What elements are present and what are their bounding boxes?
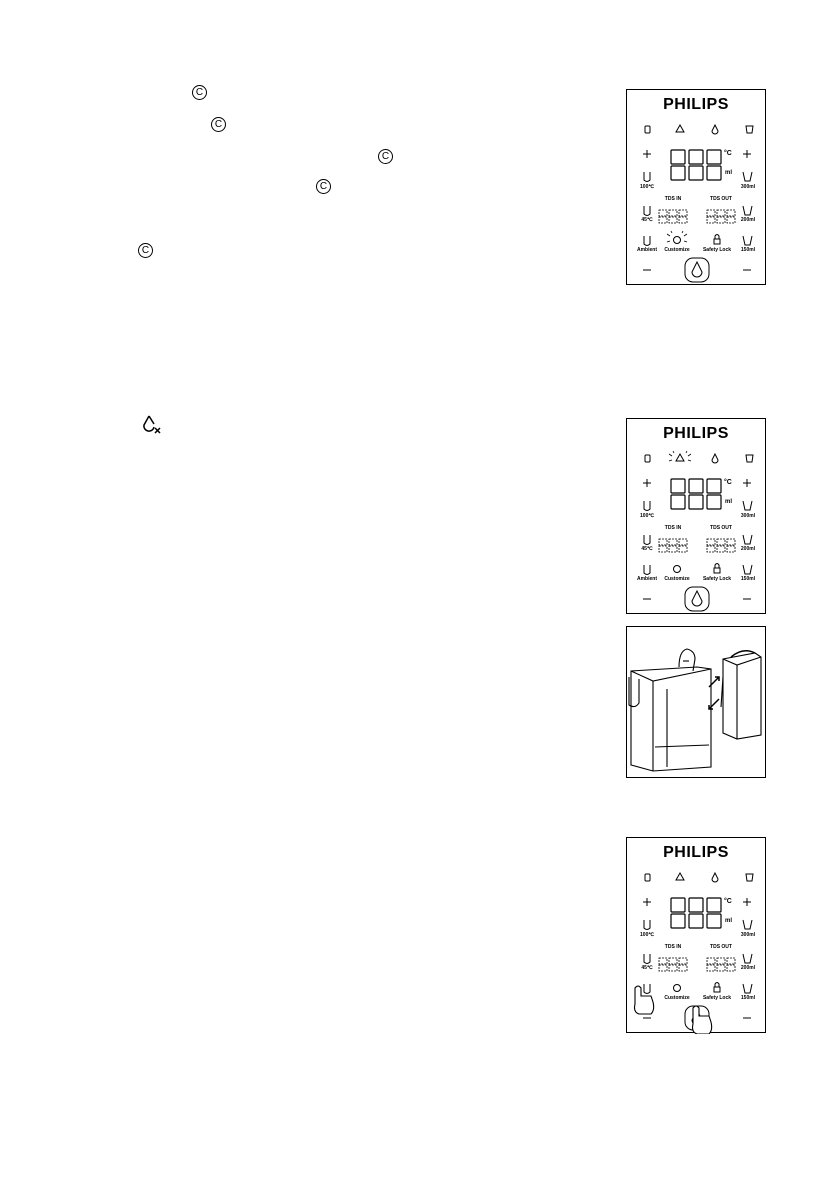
brand-logo: PHILIPS (663, 96, 729, 113)
tds-in-label: TDS IN (664, 196, 682, 202)
volume-unit: ml (725, 170, 733, 176)
customize-icon: C (211, 117, 226, 132)
vol-300-label: 300ml (740, 184, 756, 190)
tds-in-label: TDS IN (664, 944, 682, 950)
vol-200-label: 200ml (740, 217, 756, 223)
ambient-label: Ambient (637, 247, 657, 253)
customize-icon: C (316, 179, 331, 194)
control-panel-no-water (626, 418, 766, 614)
temp-100-label: 100℃ (640, 184, 654, 190)
control-panel-customize (626, 89, 766, 285)
tds-out-label: TDS OUT (710, 196, 732, 202)
customize-icon: C (138, 243, 153, 258)
brand-logo: PHILIPS (663, 844, 729, 861)
volume-unit: ml (725, 499, 733, 505)
vol-200-label: 200ml (740, 965, 756, 971)
temp-100-label: 100℃ (640, 513, 654, 519)
customize-label: Customize (664, 247, 690, 253)
customize-label: Customize (664, 576, 690, 582)
temp-45-label: 45℃ (641, 217, 653, 223)
ambient-label: Ambient (637, 576, 657, 582)
customize-icon: C (378, 149, 393, 164)
customize-icon: C (192, 85, 207, 100)
safety-lock-label: Safety Lock (702, 995, 732, 1001)
tank-removal-drawing (627, 627, 767, 779)
temp-unit: °C (724, 150, 732, 157)
vol-150-label: 150ml (740, 576, 756, 582)
temp-100-label: 100℃ (640, 932, 654, 938)
volume-unit: ml (725, 918, 733, 924)
temp-45-label: 45℃ (641, 965, 653, 971)
tds-out-label: TDS OUT (710, 525, 732, 531)
vol-150-label: 150ml (740, 995, 756, 1001)
vol-300-label: 300ml (740, 513, 756, 519)
customize-label: Customize (664, 995, 690, 1001)
safety-lock-label: Safety Lock (702, 247, 732, 253)
no-water-icon (141, 414, 163, 436)
temp-unit: °C (724, 479, 732, 486)
brand-logo: PHILIPS (663, 425, 729, 442)
tds-in-label: TDS IN (664, 525, 682, 531)
vol-150-label: 150ml (740, 247, 756, 253)
vol-200-label: 200ml (740, 546, 756, 552)
temp-45-label: 45℃ (641, 546, 653, 552)
safety-lock-label: Safety Lock (702, 576, 732, 582)
tds-out-label: TDS OUT (710, 944, 732, 950)
water-tank-illustration (626, 626, 766, 778)
vol-300-label: 300ml (740, 932, 756, 938)
control-panel-dispense (626, 837, 766, 1033)
temp-unit: °C (724, 898, 732, 905)
